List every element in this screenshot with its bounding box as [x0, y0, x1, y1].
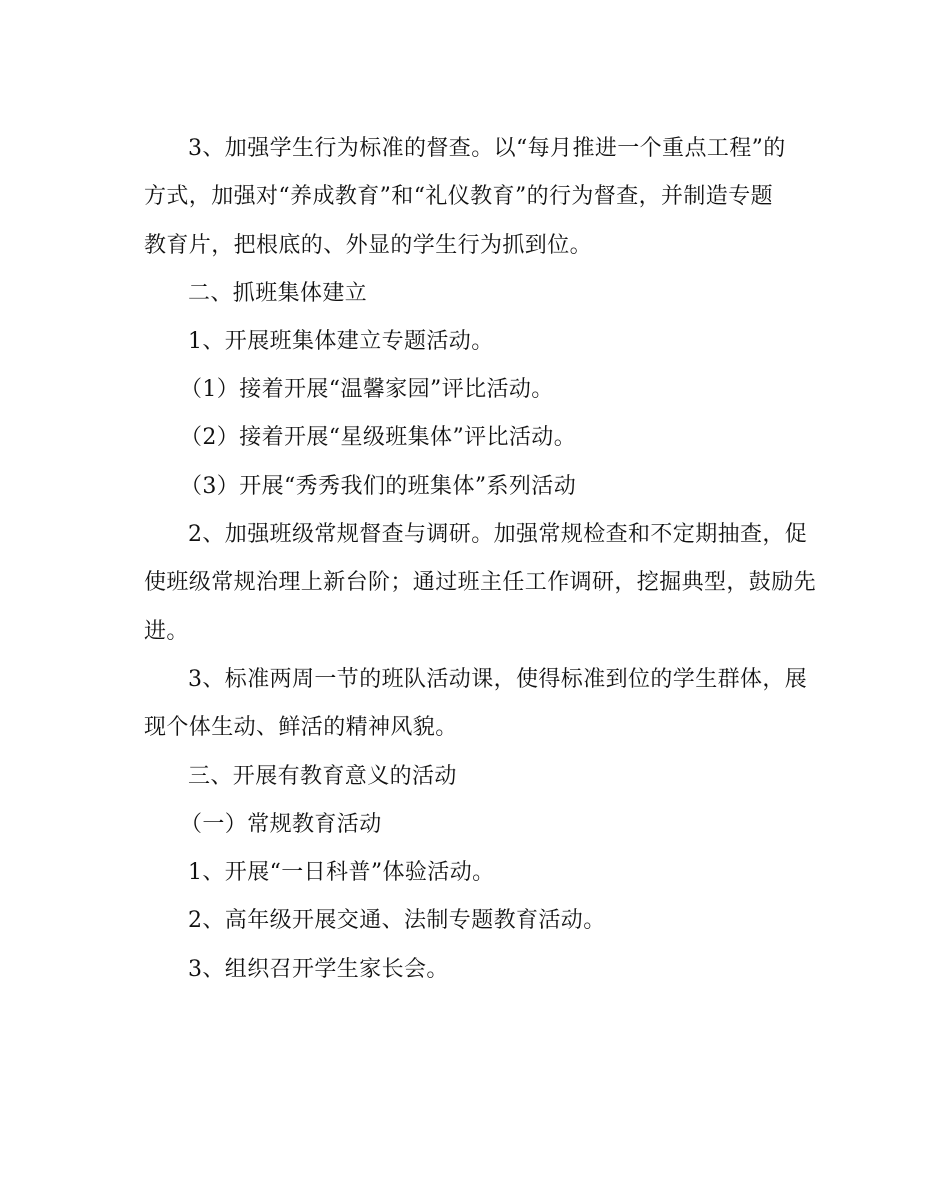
- paragraph-line: 使班级常规治理上新台阶；通过班主任工作调研，挖掘典型，鼓励先: [144, 570, 817, 595]
- paragraph-line: 进。: [144, 619, 189, 644]
- sub-list-item: （2）接着开展“星级班集体”评比活动。: [180, 425, 577, 450]
- section-heading: 三、开展有教育意义的活动: [188, 764, 457, 789]
- paragraph-line: 2、加强班级常规督查与调研。加强常规检查和不定期抽查，促: [188, 522, 808, 547]
- paragraph-line: 3、加强学生行为标准的督查。以“每月推进一个重点工程”的: [188, 136, 786, 161]
- list-item: 1、开展“一日科普”体验活动。: [188, 860, 495, 885]
- sub-list-item: （3）开展“秀秀我们的班集体”系列活动: [180, 474, 577, 499]
- paragraph-line: 现个体生动、鲜活的精神风貌。: [144, 715, 458, 740]
- list-item: 3、组织召开学生家长会。: [188, 957, 449, 982]
- list-item: 2、高年级开展交通、法制专题教育活动。: [188, 908, 606, 933]
- paragraph-line: 方式，加强对“养成教育”和“礼仪教育”的行为督查，并制造专题: [144, 184, 773, 209]
- subsection-heading: （一）常规教育活动: [180, 812, 382, 837]
- section-heading: 二、抓班集体建立: [188, 281, 368, 306]
- list-item: 1、开展班集体建立专题活动。: [188, 329, 494, 354]
- paragraph-line: 3、标准两周一节的班队活动课，使得标准到位的学生群体，展: [188, 667, 808, 692]
- paragraph-line: 教育片，把根底的、外显的学生行为抓到位。: [144, 233, 593, 258]
- sub-list-item: （1）接着开展“温馨家园”评比活动。: [180, 377, 554, 402]
